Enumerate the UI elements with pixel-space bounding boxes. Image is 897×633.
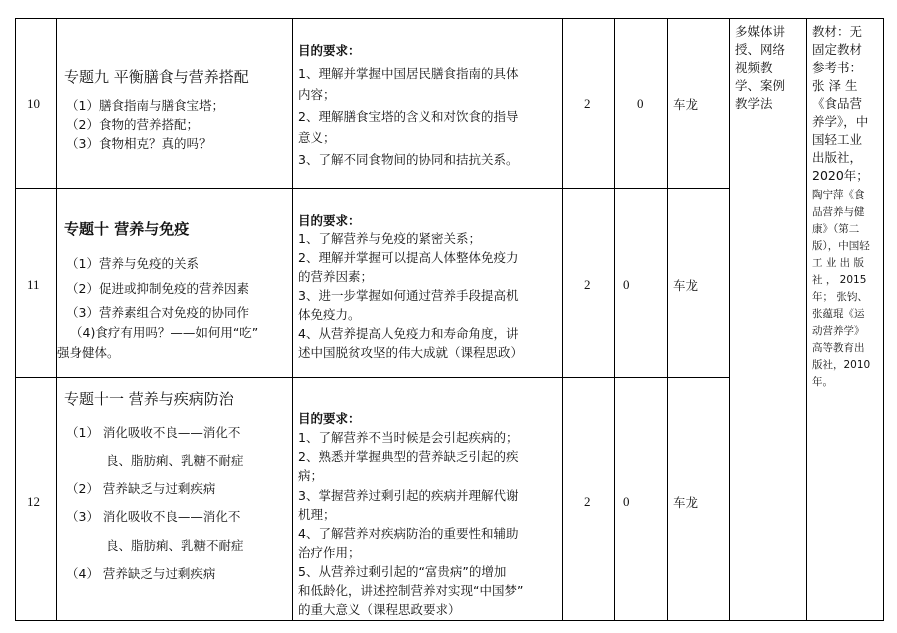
grid-line: [292, 18, 293, 621]
class-hours: 2: [584, 494, 591, 509]
practice-hours: 0: [637, 96, 644, 111]
objective-line: 体免疫力。: [298, 307, 361, 322]
grid-line: [806, 18, 807, 621]
objectives-heading: 目的要求：: [298, 43, 361, 58]
grid-line: [614, 18, 615, 621]
objective-line: 内容；: [298, 87, 336, 102]
grid-line: [15, 18, 16, 621]
objective-line: 2、理解并掌握可以提高人体整体免疫力: [298, 250, 519, 265]
topic-subitem: （3） 消化吸收不良——消化不: [66, 509, 241, 524]
textbook-line: 康》（第二: [812, 223, 860, 235]
textbook-line: 固定教材: [812, 42, 863, 57]
row-number: 12: [27, 494, 40, 509]
textbook-line: 《食品营: [812, 96, 863, 111]
objective-line: 治疗作用；: [298, 545, 361, 560]
topic-subitem: （3）食物相克？真的吗？: [66, 136, 212, 151]
objective-line: 4、从营养提高人免疫力和寿命角度，讲: [298, 326, 519, 341]
grid-line: [15, 377, 730, 378]
textbook-line: 张蕴琨《运: [812, 308, 865, 320]
objective-line: 意义；: [298, 130, 336, 145]
topic-subitem: （2）食物的营养搭配；: [66, 117, 199, 132]
textbook-line: 社 ， 2015: [812, 274, 867, 286]
row-number: 11: [27, 277, 40, 292]
teaching-method-line: 授、网络: [735, 42, 786, 57]
textbook-line: 版社，2010: [812, 359, 871, 371]
objectives-heading: 目的要求：: [298, 213, 361, 228]
topic-title: 专题十一 营养与疾病防治: [64, 390, 234, 408]
objective-line: 1、理解并掌握中国居民膳食指南的具体: [298, 66, 519, 81]
objective-line: 和低龄化，讲述控制营养对实现“中国梦”: [298, 583, 524, 598]
topic-subitem: （1）膳食指南与膳食宝塔；: [66, 98, 224, 113]
teacher-name: 车龙: [673, 495, 699, 510]
topic-subitem: （4） 营养缺乏与过剩疾病: [66, 566, 216, 581]
textbook-line: 年； 张钧、: [812, 291, 868, 303]
topic-title: 专题十 营养与免疫: [64, 220, 190, 238]
textbook-line: 工 业 出 版: [812, 257, 865, 269]
grid-line: [15, 188, 730, 189]
teacher-name: 车龙: [673, 97, 699, 112]
textbook-line: 2020年；: [812, 168, 869, 183]
textbook-line: 陶宁萍《食: [812, 189, 865, 201]
topic-subitem: （2） 营养缺乏与过剩疾病: [66, 481, 216, 496]
topic-subitem: （1）营养与免疫的关系: [66, 256, 199, 271]
row-number: 10: [27, 96, 40, 111]
textbook-line: 高等教育出: [812, 342, 865, 354]
class-hours: 2: [584, 277, 591, 292]
objectives-heading: 目的要求：: [298, 411, 361, 426]
topic-subitem: （1） 消化吸收不良——消化不: [66, 425, 241, 440]
grid-line: [562, 18, 563, 621]
teaching-method-line: 视频教: [735, 60, 773, 75]
textbook-line: 年。: [812, 376, 833, 388]
grid-line: [15, 18, 884, 19]
textbook-line: 国轻工业: [812, 132, 863, 147]
objective-line: 1、了解营养不当时候是会引起疾病的；: [298, 430, 519, 445]
objective-line: 的重大意义（课程思政要求）: [298, 602, 461, 617]
grid-line: [15, 620, 884, 621]
objective-line: 2、理解膳食宝塔的含义和对饮食的指导: [298, 109, 519, 124]
objective-line: 2、熟悉并掌握典型的营养缺乏引起的疾: [298, 449, 519, 464]
textbook-line: 版），中国轻: [812, 240, 870, 252]
teaching-method-line: 多媒体讲: [735, 24, 786, 39]
topic-subitem: （2）促进或抑制免疫的营养因素: [66, 281, 249, 296]
grid-line: [667, 18, 668, 621]
topic-subitem: （4)食疗有用吗？——如何用“吃”: [70, 325, 259, 340]
grid-line: [883, 18, 884, 621]
textbook-line: 养学》，中: [812, 114, 869, 129]
textbook-line: 参考书：: [812, 60, 863, 75]
topic-subitem: （3）营养素组合对免疫的协同作: [66, 305, 249, 320]
class-hours: 2: [584, 96, 591, 111]
grid-line: [56, 18, 57, 621]
textbook-line: 出版社，: [812, 150, 863, 165]
objective-line: 机理；: [298, 507, 336, 522]
objective-line: 3、掌握营养过剩引起的疾病并理解代谢: [298, 488, 519, 503]
objective-line: 5、从营养过剩引起的“富贵病”的增加: [298, 564, 507, 579]
teacher-name: 车龙: [673, 278, 699, 293]
objective-line: 3、了解不同食物间的协同和拮抗关系。: [298, 152, 519, 167]
teaching-method-line: 教学法: [735, 96, 773, 111]
topic-title: 专题九 平衡膳食与营养搭配: [64, 68, 249, 86]
objective-line: 3、进一步掌握如何通过营养手段提高机: [298, 288, 519, 303]
textbook-line: 品营养与健: [812, 206, 865, 218]
teaching-method-line: 学、案例: [735, 78, 786, 93]
topic-subitem: 良、脂肪痢、乳糖不耐症: [106, 453, 244, 468]
practice-hours: 0: [623, 494, 630, 509]
objective-line: 述中国脱贫攻坚的伟大成就（课程思政）: [298, 345, 524, 360]
objective-line: 的营养因素；: [298, 269, 374, 284]
textbook-line: 教材：无: [812, 24, 863, 39]
objective-line: 4、了解营养对疾病防治的重要性和辅助: [298, 526, 519, 541]
grid-line: [729, 18, 730, 621]
textbook-line: 张 泽 生: [812, 78, 858, 93]
topic-subitem: 良、脂肪痢、乳糖不耐症: [106, 538, 244, 553]
practice-hours: 0: [623, 277, 630, 292]
topic-subitem: 强身健体。: [57, 345, 120, 360]
objective-line: 病；: [298, 468, 324, 483]
textbook-line: 动营养学》: [812, 325, 865, 337]
objective-line: 1、了解营养与免疫的紧密关系；: [298, 231, 481, 246]
